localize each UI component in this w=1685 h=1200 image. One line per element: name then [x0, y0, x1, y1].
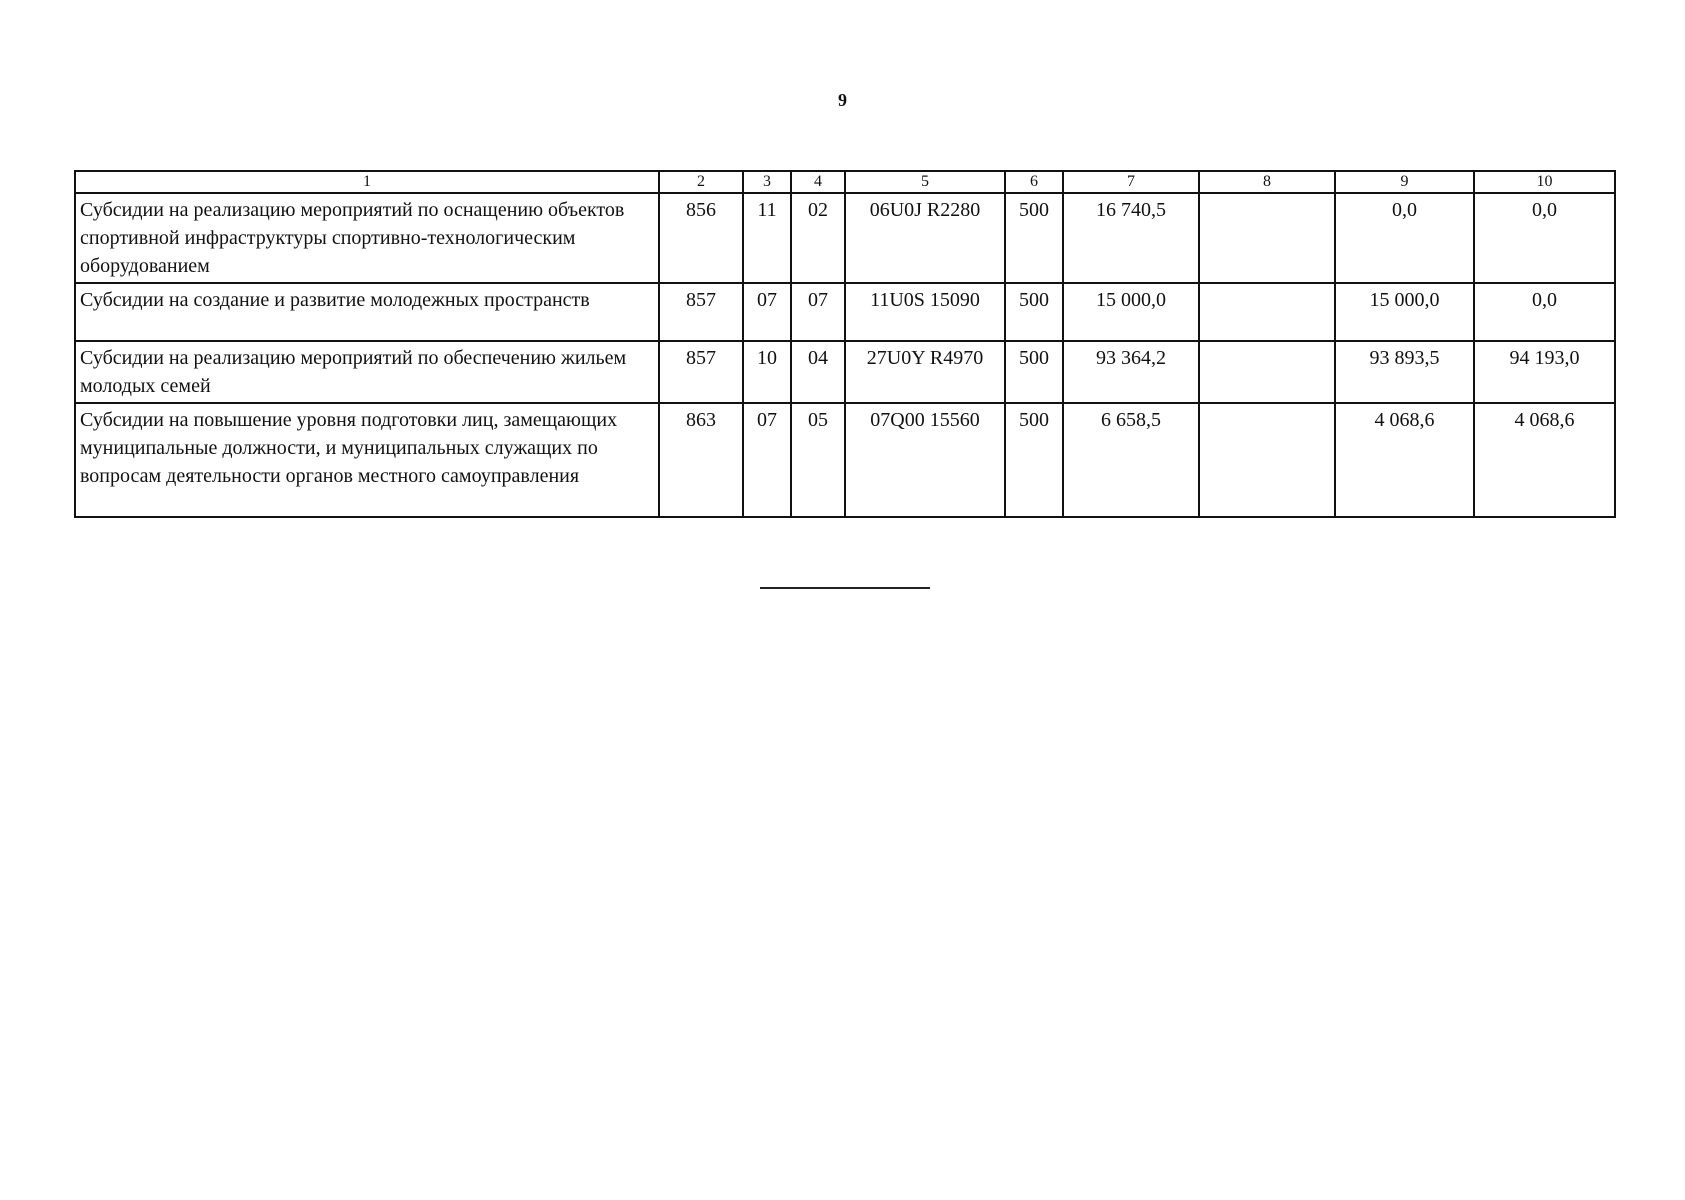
- expense-type-code: 500: [1005, 341, 1063, 403]
- column-header: 4: [791, 171, 845, 193]
- table-row: [75, 341, 1615, 403]
- column-header: 3: [743, 171, 791, 193]
- admin-code: 856: [659, 193, 743, 283]
- column-number-row: [75, 171, 1615, 193]
- column-header: 1: [75, 171, 659, 193]
- amount-col-10: 94 193,0: [1474, 341, 1615, 403]
- amount-col-7: 6 658,5: [1063, 403, 1199, 517]
- subsection-code: 04: [791, 341, 845, 403]
- expense-type-code: 500: [1005, 193, 1063, 283]
- section-code: 10: [743, 341, 791, 403]
- target-article-code: 06U0J R2280: [845, 193, 1005, 283]
- expense-type-code: 500: [1005, 283, 1063, 341]
- page-number: [0, 90, 1685, 111]
- target-article-code: 07Q00 15560: [845, 403, 1005, 517]
- subsidy-name: Субсидии на повышение уровня подготовки лиц, замещающих муниципальные должности, и муниципальных служащих по вопросам деятельности органов местного самоуправления: [75, 403, 659, 517]
- amount-col-9: 0,0: [1335, 193, 1474, 283]
- subsection-code: 05: [791, 403, 845, 517]
- subsection-code: 07: [791, 283, 845, 341]
- admin-code: 857: [659, 283, 743, 341]
- column-header: 10: [1474, 171, 1615, 193]
- column-header: 9: [1335, 171, 1474, 193]
- amount-col-9: 15 000,0: [1335, 283, 1474, 341]
- target-article-code: 11U0S 15090: [845, 283, 1005, 341]
- amount-col-7: 16 740,5: [1063, 193, 1199, 283]
- section-code: 07: [743, 283, 791, 341]
- amount-col-8: [1199, 193, 1335, 283]
- table-row: [75, 403, 1615, 517]
- amount-col-10: 4 068,6: [1474, 403, 1615, 517]
- column-header: 2: [659, 171, 743, 193]
- amount-col-7: 93 364,2: [1063, 341, 1199, 403]
- amount-col-7: 15 000,0: [1063, 283, 1199, 341]
- column-header: 6: [1005, 171, 1063, 193]
- page-number-text: 9: [838, 90, 847, 110]
- amount-col-8: [1199, 341, 1335, 403]
- admin-code: 857: [659, 341, 743, 403]
- table-row: [75, 283, 1615, 341]
- budget-table: [74, 170, 1616, 518]
- amount-col-9: 93 893,5: [1335, 341, 1474, 403]
- amount-col-8: [1199, 403, 1335, 517]
- table-row: [75, 193, 1615, 283]
- target-article-code: 27U0Y R4970: [845, 341, 1005, 403]
- subsidy-name: Субсидии на реализацию мероприятий по оснащению объектов спортивной инфраструктуры спортивно-технологическим оборудованием: [75, 193, 659, 283]
- column-header: 5: [845, 171, 1005, 193]
- amount-col-10: 0,0: [1474, 283, 1615, 341]
- subsidy-name: Субсидии на реализацию мероприятий по обеспечению жильем молодых семей: [75, 341, 659, 403]
- subsection-code: 02: [791, 193, 845, 283]
- amount-col-8: [1199, 283, 1335, 341]
- amount-col-9: 4 068,6: [1335, 403, 1474, 517]
- amount-col-10: 0,0: [1474, 193, 1615, 283]
- admin-code: 863: [659, 403, 743, 517]
- expense-type-code: 500: [1005, 403, 1063, 517]
- section-code: 11: [743, 193, 791, 283]
- column-header: 8: [1199, 171, 1335, 193]
- column-header: 7: [1063, 171, 1199, 193]
- section-code: 07: [743, 403, 791, 517]
- subsidy-name: Субсидии на создание и развитие молодежных пространств: [75, 283, 659, 341]
- end-of-document-divider: [760, 587, 930, 589]
